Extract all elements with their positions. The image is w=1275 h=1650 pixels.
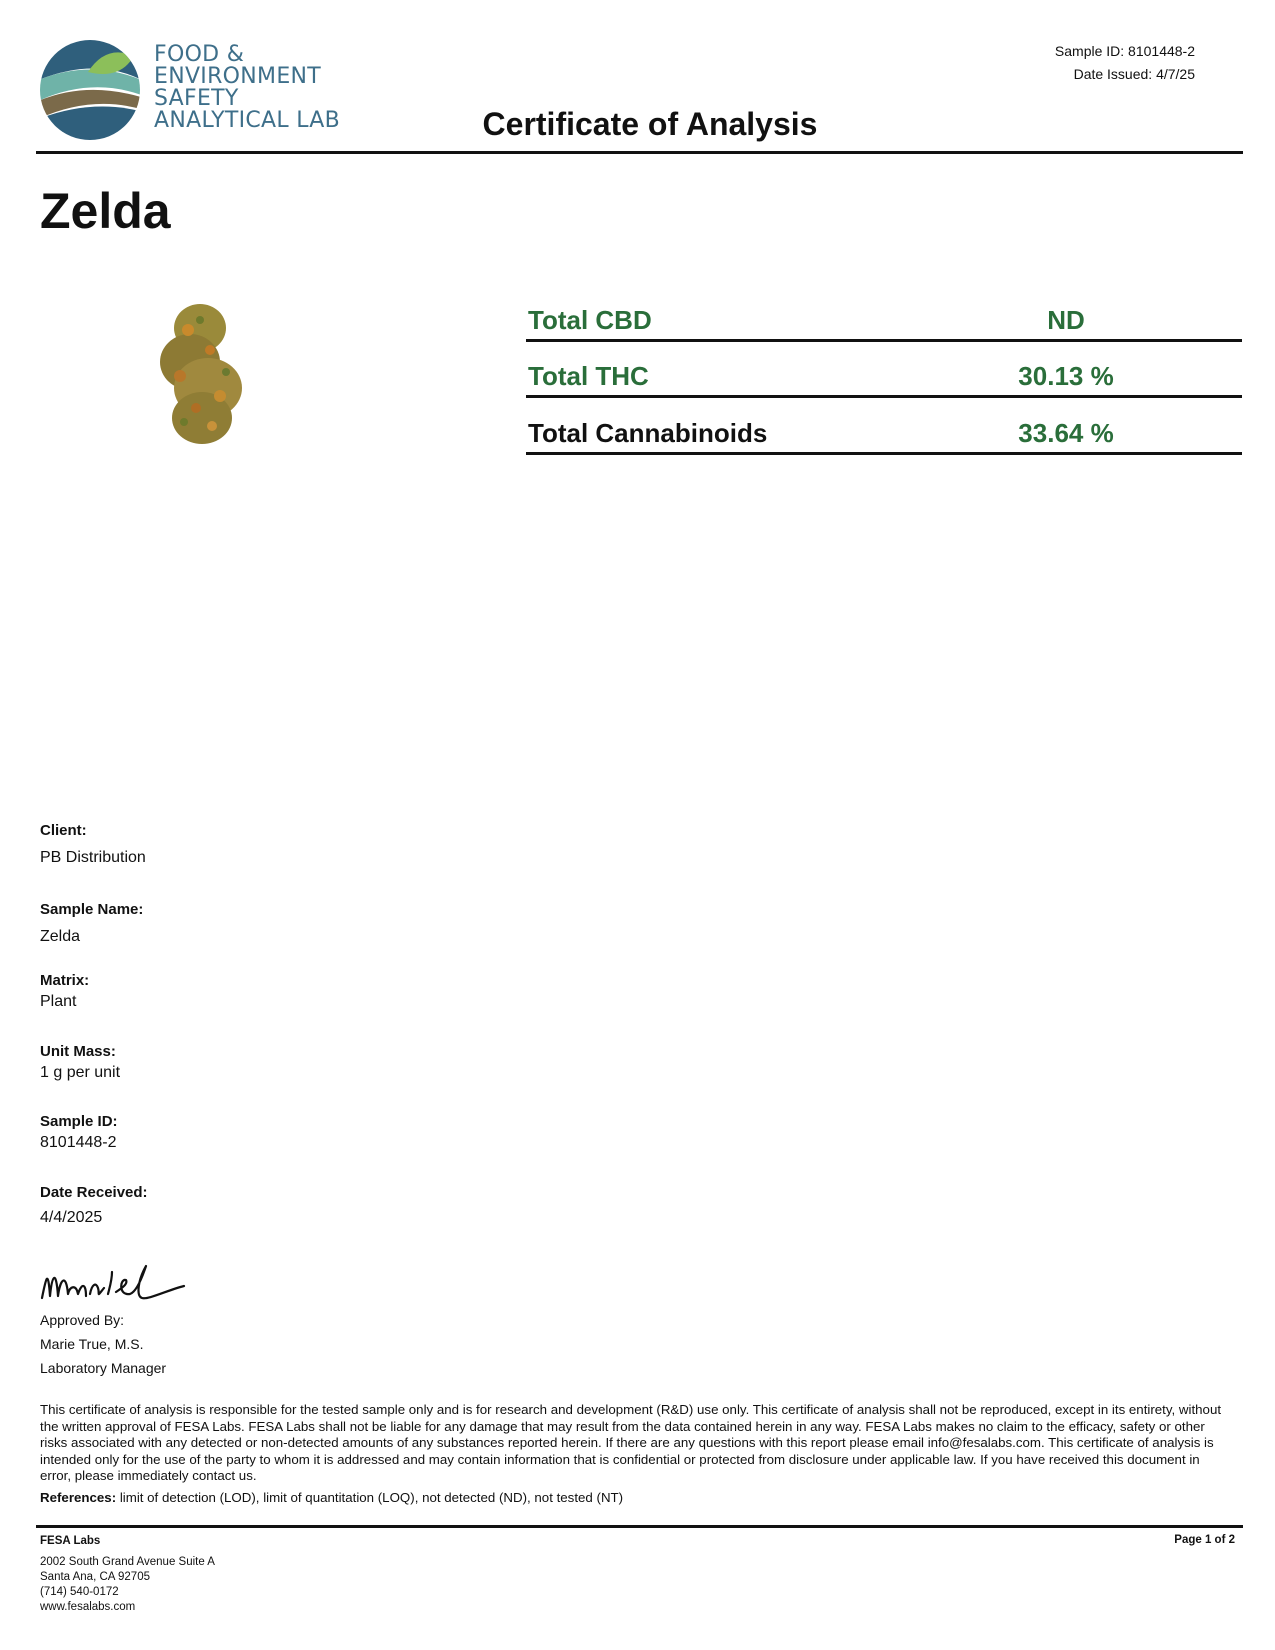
logo-line: ENVIRONMENT	[154, 64, 322, 89]
field-label: Sample ID:	[40, 1113, 118, 1130]
field-value: PB Distribution	[40, 849, 146, 866]
footer-company: FESA Labs	[40, 1535, 101, 1547]
field-value: Plant	[40, 993, 77, 1010]
sample-id-field	[40, 1113, 118, 1152]
page-number: Page 1 of 2	[1174, 1534, 1235, 1546]
field-label: Sample Name:	[40, 901, 144, 918]
signature-image	[38, 1258, 188, 1308]
logo-line: SAFETY	[154, 86, 239, 111]
potency-row-cbd	[526, 286, 1242, 342]
potency-label: Total THC	[528, 361, 649, 391]
product-image	[150, 300, 260, 450]
logo-line: FOOD &	[154, 42, 245, 67]
footer-phone: (714) 540-0172	[40, 1586, 119, 1598]
potency-row-thc	[526, 342, 1242, 398]
references	[40, 1490, 623, 1505]
approval-block	[40, 1308, 166, 1380]
references-text: limit of detection (LOD), limit of quantitation (LOQ), not detected (ND), not tested (NT)	[116, 1490, 624, 1505]
references-label: References:	[40, 1490, 117, 1505]
footer-address-line1: 2002 South Grand Avenue Suite A	[40, 1556, 215, 1568]
footer-address	[40, 1534, 215, 1615]
header-divider	[36, 151, 1243, 154]
logo-line: ANALYTICAL LAB	[154, 108, 341, 133]
matrix-field	[40, 972, 89, 1011]
approver-name: Marie True, M.S.	[40, 1336, 144, 1352]
product-name: Zelda	[40, 183, 171, 239]
footer-website[interactable]: www.fesalabs.com	[40, 1601, 136, 1613]
field-value: 1 g per unit	[40, 1064, 121, 1081]
row-divider	[526, 395, 1242, 398]
field-label: Date Received:	[40, 1184, 148, 1201]
field-label: Matrix:	[40, 972, 90, 989]
header-sample-id: Sample ID: 8101448-2	[1054, 43, 1195, 59]
document-title: Certificate of Analysis	[482, 106, 818, 142]
potency-value: ND	[1047, 305, 1085, 335]
approver-role: Laboratory Manager	[40, 1360, 167, 1376]
document-meta	[1055, 40, 1195, 86]
date-received-field	[40, 1184, 148, 1227]
potency-value: 33.64 %	[1018, 418, 1114, 448]
potency-row-total	[526, 399, 1242, 455]
row-divider	[526, 452, 1242, 455]
field-value: 8101448-2	[40, 1134, 117, 1151]
header-date-issued: Date Issued: 4/7/25	[1073, 66, 1195, 82]
field-label: Unit Mass:	[40, 1043, 116, 1060]
disclaimer-text: This certificate of analysis is responsible for the tested sample only and is for research and development (R&D) use only. This certificate of analysis shall not be reproduced, except in its entirety, without the written approval of FESA Labs. FESA Labs shall not be liable for any damage that may result from the data contained herein in any way. FESA Labs makes no claim to the efficacy, safety or other risks associated with any detected or non-detected amounts of any substances reported herein. If there are any questions with this report please email info@fesalabs.com. This certificate of analysis is intended only for the use of the party to whom it is addressed and may contain information that is confidential or protected from disclosure under applicable law. If you have received this document in error, please immediately contact us.	[40, 1402, 1222, 1483]
sample-name-field	[40, 901, 143, 946]
potency-value: 30.13 %	[1018, 361, 1114, 391]
footer-address-line2: Santa Ana, CA 92705	[40, 1571, 150, 1583]
field-label: Client:	[40, 822, 87, 839]
potency-label: Total Cannabinoids	[528, 418, 768, 448]
field-value: Zelda	[40, 928, 81, 945]
potency-label: Total CBD	[528, 305, 652, 335]
approved-by-label: Approved By:	[40, 1312, 125, 1328]
footer-divider	[36, 1525, 1243, 1528]
field-value: 4/4/2025	[40, 1209, 103, 1226]
unit-mass-field	[40, 1043, 120, 1082]
client-field	[40, 822, 146, 867]
